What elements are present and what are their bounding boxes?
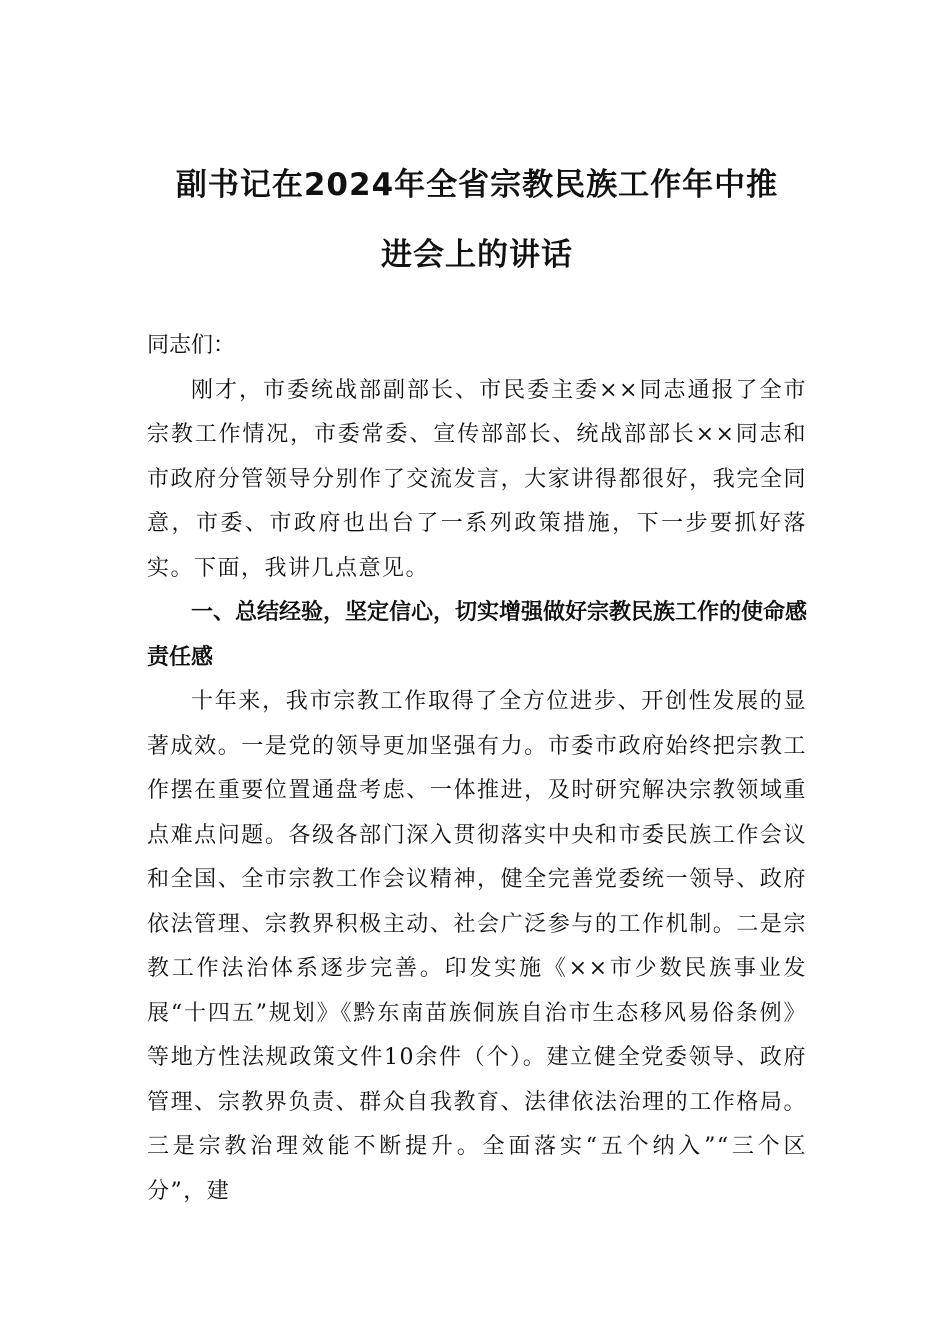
document-title <box>147 150 807 290</box>
paragraph-opening: 刚才，市委统战部副部长、市民委主委××同志通报了全市宗教工作情况，市委常委、宣传部部长、统战部部长××同志和市政府分管领导分别作了交流发言，大家讲得都很好，我完全同意，市委、市政府也出台了一系列政策措施，下一步要抓好落实。下面，我讲几点意见。 <box>147 377 807 581</box>
document-page <box>147 150 807 1214</box>
section-heading-1: 一、总结经验，坚定信心，切实增强做好宗教民族工作的使命感责任感 <box>147 600 808 670</box>
title-line-2: 进会上的讲话 <box>381 237 573 273</box>
title-line-1: 副书记在2024年全省宗教民族工作年中推 <box>175 167 779 203</box>
salutation: 同志们： <box>147 333 236 358</box>
paragraph-achievements: 十年来，我市宗教工作取得了全方位进步、开创性发展的显著成效。一是党的领导更加坚强有力。市委市政府始终把宗教工作摆在重要位置通盘考虑、一体推进，及时研究解决宗教领域重点难点问题。各级各部门深入贯彻落实中央和市委民族工作会议和全国、全市宗教工作会议精神，健全完善党委统一领导、政府依法管理、宗教界积极主动、社会广泛参与的工作机制。二是宗教工作法治体系逐步完善。印发实施《××市少数民族事业发展“十四五”规划》《黔东南苗族侗族自治市生态移风易俗条例》等地方性法规政策文件10余件（个）。建立健全党委领导、政府管理、宗教界负责、群众自我教育、法律依法治理的工作格局。三是宗教治理效能不断提升。全面落实“五个纳入”“三个区分”，建 <box>147 689 807 1204</box>
